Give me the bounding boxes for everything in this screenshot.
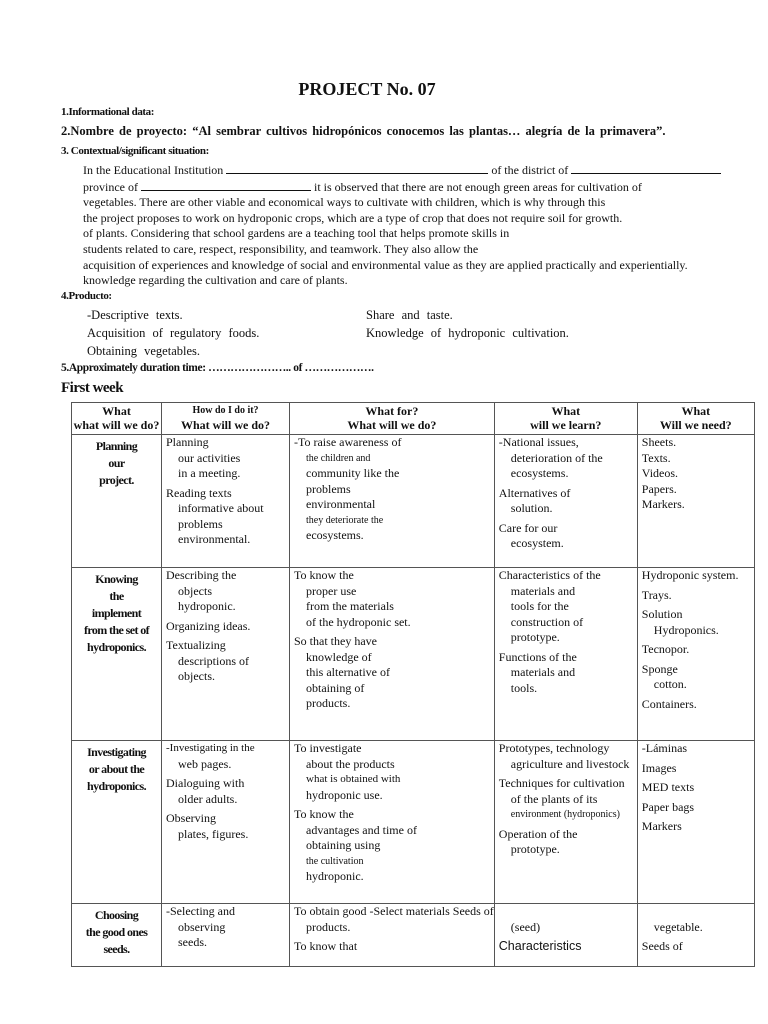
row-title-line: from the set of — [83, 623, 150, 637]
cell-line: Hydroponics. — [653, 622, 719, 637]
section-informational-data: 1.Informational data: — [61, 106, 155, 118]
cell-line: Sheets. — [641, 435, 677, 449]
cell-line: To obtain good -Select materials Seeds of — [294, 904, 494, 918]
row-title-line: hydroponics. — [87, 779, 146, 793]
context-line-text: In the Educational Institution — [83, 163, 224, 177]
row-title-line: or about the — [88, 762, 145, 776]
cell-line: our activities — [178, 450, 241, 465]
cell-line: environment (hydroponics) — [510, 809, 620, 820]
cell-line: deterioration of the — [510, 450, 603, 465]
cell-line: older adults. — [178, 791, 238, 806]
need-cell — [637, 435, 754, 568]
how-cell — [162, 741, 290, 904]
cell-line: web pages. — [178, 756, 232, 771]
learn-cell — [494, 435, 637, 568]
cell-line: Dialoguing with — [166, 776, 245, 790]
row-title-cell — [72, 568, 162, 741]
product-item: Acquisition of regulatory foods. — [87, 326, 260, 340]
cell-line: proper use — [306, 583, 357, 598]
context-line-text: it is observed that there are not enough green areas for cultivation of — [313, 179, 642, 194]
products-left-list — [87, 306, 259, 360]
cell-line: Textualizing — [166, 638, 226, 652]
need-cell — [637, 741, 754, 904]
cell-line: Prototypes, technology — [498, 741, 610, 755]
header-line: What — [681, 404, 711, 418]
cell-line: Paper bags — [641, 799, 695, 814]
cell-line: obtaining of — [306, 680, 365, 695]
context-line: of plants. Considering that school gardens are a teaching tool that helps promote skills in — [83, 226, 510, 241]
section-duration: 5.Approximately duration time: ………………….. of ………………. — [61, 362, 374, 374]
row-title-line: Choosing — [94, 908, 139, 922]
context-line: the project proposes to work on hydroponic crops, which are a type of crop that does not require soil for growth. — [83, 210, 623, 225]
cell-line: Solution — [641, 607, 683, 621]
cell-line: obtaining using — [306, 838, 381, 852]
table-row — [72, 741, 755, 904]
context-line-text: of the district of — [491, 163, 569, 177]
cell-line: prototype. — [510, 630, 560, 644]
cell-line: Characteristics — [498, 939, 582, 953]
cell-line: cotton. — [653, 677, 687, 691]
row-title-cell — [72, 741, 162, 904]
cell-line: they deteriorate the — [306, 514, 384, 526]
cell-line: Describing the — [166, 568, 237, 582]
cell-line: Trays. — [641, 587, 672, 602]
cell-line: Hydroponic system. — [641, 568, 739, 582]
cell-line: community like the — [306, 466, 400, 480]
row-title-cell — [72, 904, 162, 967]
cell-line: Planning — [166, 435, 209, 449]
cell-line: what is obtained with — [306, 773, 401, 785]
cell-line: of the hydroponic set. — [306, 614, 411, 629]
cell-line: Sponge — [641, 661, 678, 676]
cell-line: Texts. — [641, 450, 671, 465]
cell-line: advantages and time of — [306, 822, 417, 837]
row-title-cell — [72, 435, 162, 568]
cell-line: of the plants of its — [510, 791, 598, 806]
cell-line: Techniques for cultivation — [498, 776, 625, 790]
row-title-line: seeds. — [103, 942, 130, 956]
product-item: Knowledge of hydroponic cultivation. — [366, 326, 569, 340]
header-line: What for? — [365, 404, 419, 418]
cell-line: from the materials — [306, 599, 394, 613]
how-cell — [162, 904, 290, 967]
product-item: Obtaining vegetables. — [87, 344, 200, 358]
row-title-line: the good ones — [85, 925, 148, 939]
header-line: What will we do? — [347, 418, 437, 432]
cell-line: -National issues, — [498, 435, 579, 449]
cell-line: materials and — [510, 583, 576, 598]
products-right-list — [366, 306, 569, 342]
header-what-to-do — [72, 403, 162, 435]
cell-line: in a meeting. — [178, 466, 241, 480]
header-what-for — [290, 403, 495, 435]
week-label: First week — [61, 380, 124, 396]
cell-line: materials and — [510, 665, 576, 679]
cell-line: prototype. — [510, 842, 560, 856]
context-line-text: province of — [83, 179, 138, 194]
section-project-name: 2.Nombre de proyecto: “Al sembrar cultivos hidropónicos conocemos las plantas… alegría de la primavera”. — [61, 124, 666, 138]
page-title: PROJECT No. 07 — [298, 79, 436, 99]
cell-line: vegetable. — [653, 919, 703, 934]
cell-spacer — [499, 904, 637, 920]
cell-line: problems — [178, 516, 223, 531]
need-cell — [637, 568, 754, 741]
table-row — [72, 435, 755, 568]
row-title-line: the — [109, 589, 124, 603]
cell-line: Papers. — [641, 481, 677, 496]
context-paragraph — [83, 162, 763, 289]
cell-line: Images — [641, 760, 677, 775]
cell-line: about the products — [306, 756, 395, 771]
what-for-cell — [290, 741, 495, 904]
cell-line: hydroponic. — [178, 599, 236, 613]
how-cell — [162, 435, 290, 568]
cell-line: Seeds of — [641, 939, 683, 953]
cell-line: informative about — [178, 501, 264, 515]
section-products-heading: 4.Producto: — [61, 290, 112, 302]
cell-line: Functions of the — [498, 649, 577, 664]
cell-spacer — [642, 904, 754, 920]
cell-line: Markers — [641, 819, 682, 833]
header-line: what will we do? — [73, 418, 160, 432]
row-title-line: Knowing — [95, 572, 138, 586]
activities-table — [71, 402, 755, 967]
cell-line: So that they have — [294, 634, 377, 648]
cell-line: Care for our — [498, 520, 558, 535]
cell-line: Tecnopor. — [641, 642, 690, 656]
cell-line: products. — [306, 919, 351, 934]
fill-in-blank — [226, 162, 488, 174]
cell-line: objects. — [178, 669, 215, 683]
cell-line: -Selecting and — [166, 904, 235, 918]
cell-line: seeds. — [178, 935, 207, 949]
header-line: What — [551, 404, 581, 418]
fill-in-blank — [141, 179, 311, 191]
cell-line: the children and — [306, 452, 371, 464]
context-line: knowledge regarding the cultivation and care of plants. — [83, 273, 348, 288]
header-line: How do I do it? — [192, 405, 259, 416]
cell-line: tools for the — [510, 599, 569, 613]
context-line: students related to care, respect, responsibility, and teamwork. They also allow the — [83, 241, 479, 256]
row-title-line: our — [108, 456, 125, 470]
what-for-cell — [290, 904, 495, 967]
cell-line: -Investigating in the — [166, 742, 255, 754]
row-title-line: hydroponics. — [87, 640, 146, 654]
cell-line: To investigate — [294, 741, 362, 755]
cell-line: To know the — [294, 807, 354, 821]
cell-line: Observing — [166, 811, 216, 825]
how-cell — [162, 568, 290, 741]
cell-line: -Láminas — [641, 741, 688, 755]
cell-line: problems — [306, 481, 351, 496]
product-item: Share and taste. — [366, 308, 453, 322]
cell-line: ecosystems. — [306, 528, 364, 542]
cell-line: plates, figures. — [178, 826, 249, 841]
table-header-row — [72, 403, 755, 435]
learn-cell — [494, 741, 637, 904]
header-what-learn — [494, 403, 637, 435]
cell-line: descriptions of — [178, 653, 249, 668]
cell-line: Markers. — [641, 497, 685, 511]
cell-line: construction of — [510, 614, 584, 629]
cell-line: To know that — [294, 939, 358, 953]
table-row — [72, 904, 755, 967]
cell-line: -To raise awareness of — [294, 435, 402, 449]
cell-line: tools. — [510, 680, 538, 695]
context-line: vegetables. There are other viable and economical ways to cultivate with children, which is why through this — [83, 195, 606, 210]
header-line: Will we need? — [659, 418, 732, 432]
what-for-cell — [290, 435, 495, 568]
cell-line: observing — [178, 919, 226, 934]
cell-line: To know the — [294, 568, 354, 582]
cell-line: Organizing ideas. — [166, 618, 251, 633]
cell-line: environmental. — [178, 532, 251, 546]
need-cell — [637, 904, 754, 967]
cell-line: Characteristics of the — [498, 568, 601, 582]
cell-line: Reading texts — [166, 485, 232, 500]
table-row — [72, 568, 755, 741]
row-title-line: implement — [91, 606, 142, 620]
cell-line: Videos. — [641, 466, 679, 480]
header-line: will we learn? — [530, 418, 602, 432]
header-what-need — [637, 403, 754, 435]
cell-line: (seed) — [510, 919, 541, 934]
cell-line: products. — [306, 696, 351, 710]
cell-line: knowledge of — [306, 649, 372, 664]
learn-cell — [494, 568, 637, 741]
cell-line: Containers. — [641, 696, 697, 711]
cell-line: solution. — [510, 501, 553, 515]
cell-line: agriculture and livestock — [510, 756, 630, 771]
cell-line: the cultivation — [306, 855, 364, 867]
cell-line: objects — [178, 583, 212, 598]
cell-line: Alternatives of — [498, 485, 571, 500]
learn-cell — [494, 904, 637, 967]
cell-line: hydroponic. — [306, 869, 364, 883]
cell-line: ecosystems. — [510, 466, 569, 480]
row-title-line: Planning — [95, 439, 138, 453]
product-item: -Descriptive texts. — [87, 308, 183, 322]
cell-line: hydroponic use. — [306, 787, 383, 802]
cell-line: environmental — [306, 497, 376, 511]
what-for-cell — [290, 568, 495, 741]
context-line: acquisition of experiences and knowledge of social and environmental value as they are applied practically and experientially. — [83, 257, 688, 272]
cell-line: ecosystem. — [510, 536, 564, 550]
header-line: What — [102, 404, 131, 418]
row-title-line: Investigating — [87, 745, 146, 759]
cell-line: this alternative of — [306, 665, 390, 679]
cell-line: MED texts — [641, 780, 695, 794]
cell-line: Operation of the — [498, 826, 578, 841]
fill-in-blank — [571, 162, 721, 174]
section-context-heading: 3. Contextual/significant situation: — [61, 145, 209, 157]
header-how — [162, 403, 290, 435]
row-title-line: project. — [99, 473, 134, 487]
header-line: What will we do? — [180, 418, 270, 432]
